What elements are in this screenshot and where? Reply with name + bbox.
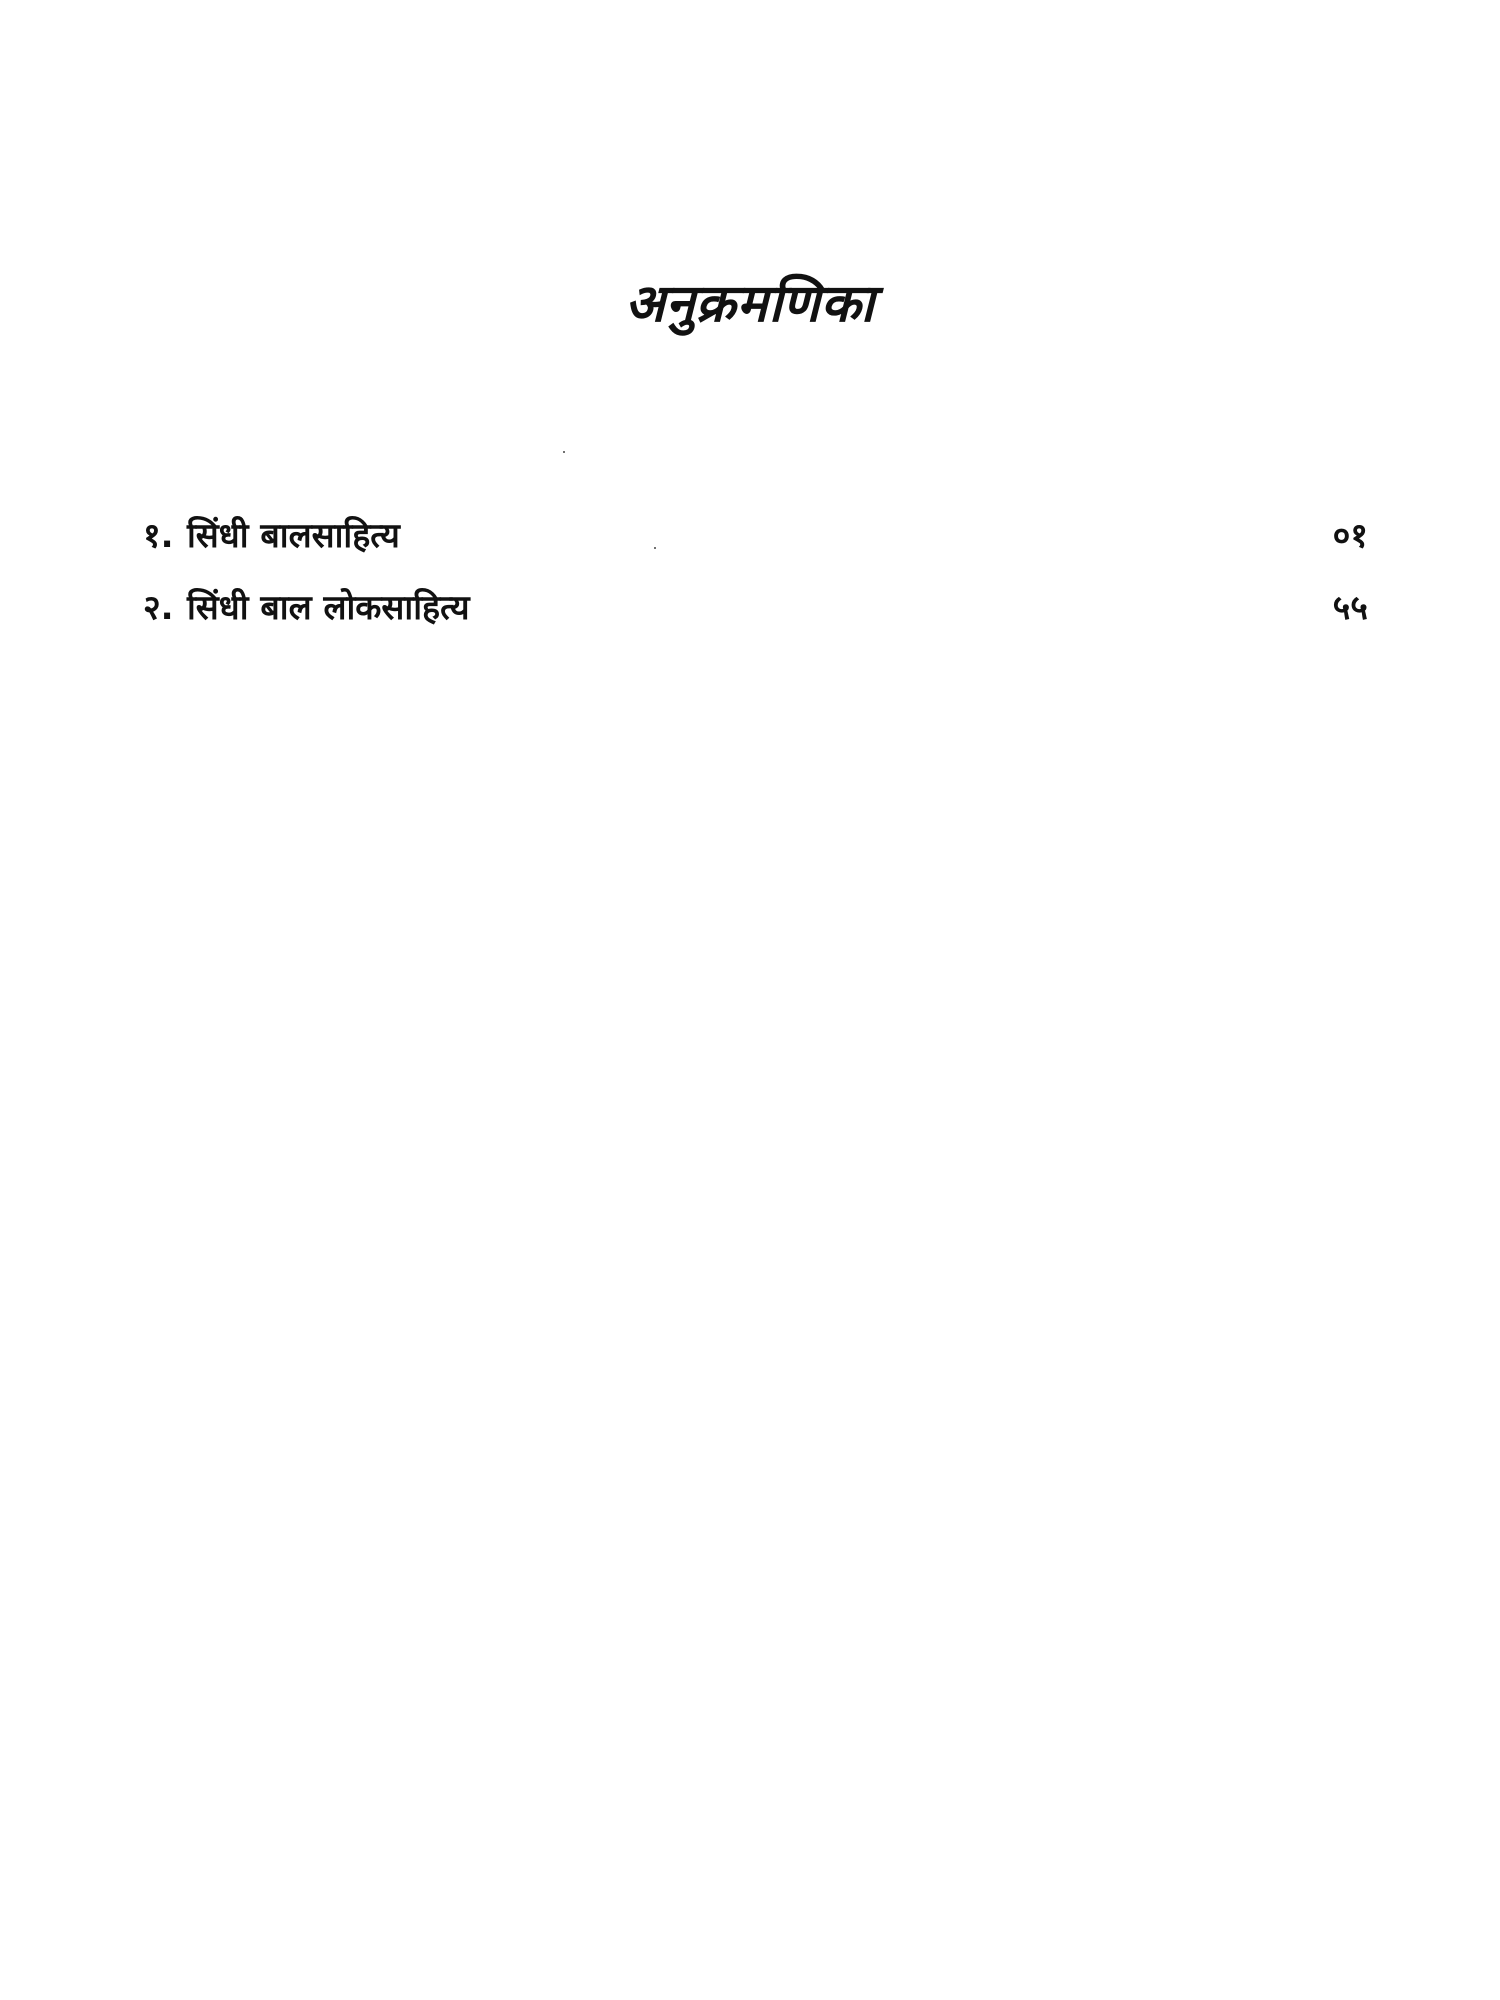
- toc-entry-title: सिंधी बालसाहित्य: [187, 516, 400, 556]
- toc-entry-left: [143, 500, 400, 572]
- toc-entry-left: [143, 572, 470, 644]
- page-title: अनुक्रमणिका: [624, 274, 876, 334]
- toc-entry-title: सिंधी बाल लोकसाहित्य: [187, 588, 470, 628]
- toc-entry-number: २.: [143, 588, 174, 628]
- print-speck: [563, 451, 565, 453]
- table-of-contents: [143, 500, 1368, 644]
- toc-entry: [143, 500, 1368, 572]
- toc-entry: [143, 572, 1368, 644]
- toc-entry-page: ५५: [1332, 588, 1368, 628]
- toc-entry-number: १.: [143, 516, 174, 556]
- toc-entry-page: ०१: [1332, 516, 1368, 556]
